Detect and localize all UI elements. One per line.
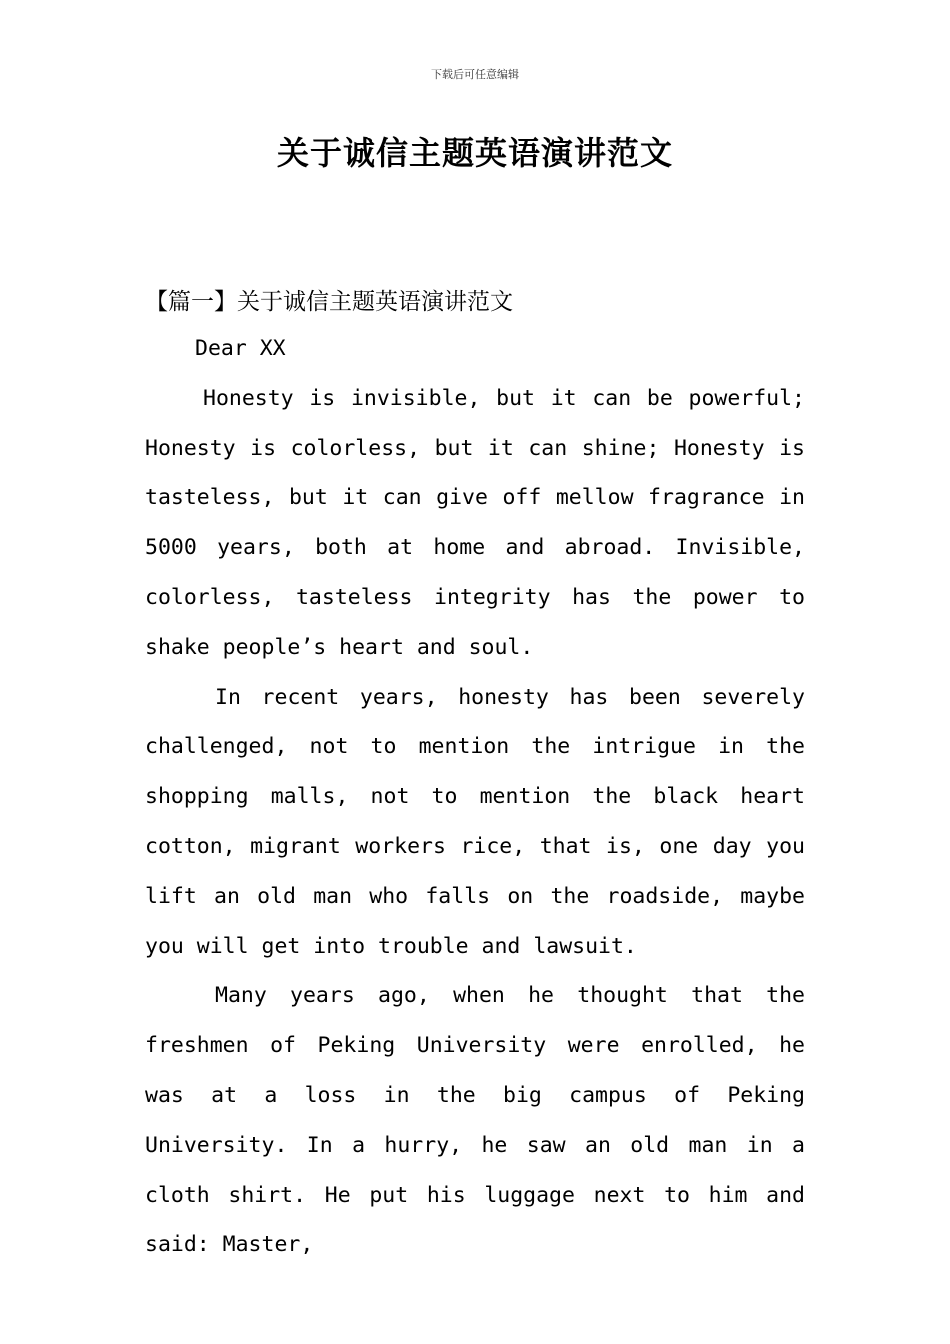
paragraph-2: In recent years, honesty has been severely challenged, not to mention the intrigue in the shopping malls, not to mention the black heart cotton, migrant workers rice, that is, one day you lift an old man who falls on the roadside, maybe you will get into trouble and lawsuit.: [145, 684, 805, 959]
document-body: [145, 324, 805, 1270]
section-heading: 【篇一】关于诚信主题英语演讲范文: [145, 289, 513, 315]
paragraph-1: Honesty is invisible, but it can be powerful; Honesty is colorless, but it can shine; Honesty is tasteless, but it can give off mellow fragrance in 5000 years, both at home and abroad. Invisible, colorless, tasteless integrity has the power to shake people’s heart and soul.: [145, 385, 805, 660]
paragraph-3: Many years ago, when he thought that the freshmen of Peking University were enrolled, he was at a loss in the big campus of Peking University. In a hurry, he saw an old man in a cloth shirt. He put his luggage next to him and said: Master,: [145, 983, 805, 1258]
greeting: Dear XX: [195, 336, 286, 361]
page-header-note: 下载后可任意编辑: [431, 68, 519, 81]
document-title: 关于诚信主题英语演讲范文: [276, 134, 673, 172]
